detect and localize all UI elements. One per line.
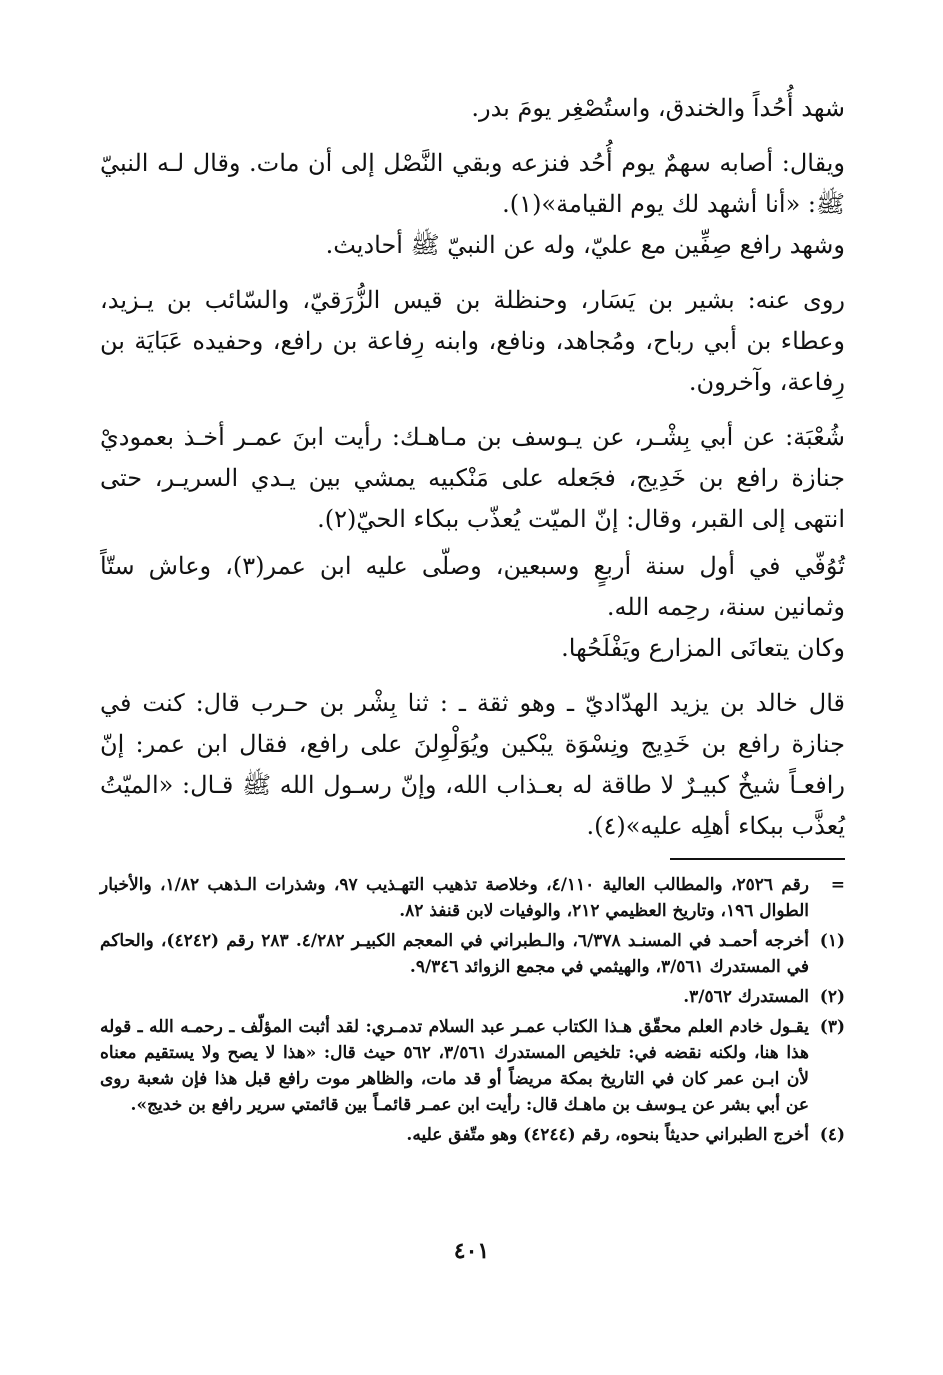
footnote-1 bbox=[100, 928, 845, 980]
paragraph-death: تُوُفّي في أول سنة أربعٍ وسبعين، وصلّى عليه ابن عمر(٣)، وعاش ستّاً وثمانين سنة، رحِمه الله. bbox=[100, 552, 845, 621]
footnote-mark: (٢) bbox=[819, 987, 845, 1007]
paragraph-funeral-narration: قال خالد بن يزيد الهدّاديّ ـ وهو ثقة ـ : ثنا بِشْر بن حـرب قال: كنت في جنازة رافع بن خَدِيج ونِسْوَة يبْكين ويُوَلْوِلنَ على رافع، فقال ابن عمر: إنّ رافعـاً شيخٌ كبيـرٌ لا طاقة له بعـذاب الله، وإنّ رسـول الله ﷺ قـال: «الميّتُ يُعذَّب ببكاء أهلِه عليه»(٤). bbox=[100, 689, 845, 840]
paragraph-narrators: روى عنه: بشير بن يَسَار، وحنظلة بن قيس الزُّرَقيّ، والسّائب بن يـزيد، وعطاء بن أبي رباح، ومُجاهد، ونافع، وابنه رِفاعة بن رافع، وحفيده عَبَايَة بن رِفاعة، وآخرون. bbox=[100, 286, 845, 396]
footnote-text: المستدرك ٣/٥٦٢. bbox=[683, 987, 809, 1007]
paragraph-farming: وكان يتعانَى المزارع ويَفْلَحُها. bbox=[561, 634, 845, 662]
paragraph-arrow-wound: ويقال: أصابه سهمٌ يوم أُحُد فنزعه وبقي النَّصْل إلى أن مات. وقال لـه النبيّ ﷺ: «أنا أشهد لك يوم القيامة»(١). bbox=[100, 149, 845, 218]
footnote-text: رقم ٢٥٢٦، والمطالب العالية ٤/١١٠، وخلاصة تذهيب التهـذيب ٩٧، وشذرات الـذهب ١/٨٢، والأخبار الطوال ١٩٦، وتاريخ العظيمي ٢١٢، والوفيات لابن قنفذ ٨٢. bbox=[100, 875, 809, 921]
footnote-text: يقـول خادم العلم محقّق هـذا الكتاب عمـر عبد السلام تدمـري: لقد أثبت المؤلّف ـ رحمـه الله ـ قوله هذا هنا، ولكنه نقضه في: تلخيص المستدرك ٣/٥٦١، ٥٦٢ حيث قال: «هذا لا يصح ولا يستقيم معناه لأن ابـن عمر كان في التاريخ بمكة مريضاً أو قد مات، والظاهر موت رافع قبل هذا فإن شعبة روى عن أبي بشر عن يـوسف بن ماهـك قال: رأيت ابن عمـر قائمـاً بين قائمتي سرير رافع بن خديج». bbox=[100, 1017, 810, 1115]
footnote-3 bbox=[100, 1014, 845, 1118]
footnote-mark: (١) bbox=[819, 931, 845, 951]
paragraph-shuba-narration: شُعْبَة: عن أبي بِشْـر، عن يـوسف بن مـاهـك: رأيت ابنَ عمـر أخـذ بعموديْ جنازة رافع بن خَدِيج، فجَعله على مَنْكبيه يمشي بين يـدي السريـر، حتى انتهى إلى القبر، وقال: إنّ الميّت يُعذّب ببكاء الحيّ(٢). bbox=[100, 423, 845, 533]
footnote-text: أخرجه أحمـد في المسنـد ٦/٣٧٨، والـطبراني في المعجم الكبيـر ٤/٢٨٢. ٢٨٣ رقم (٤٢٤٢)، والحاكم في المستدرك ٣/٥٦١، والهيثمي في مجمع الزوائد ٩/٣٤٦. bbox=[100, 931, 809, 977]
paragraph-badr: شهد أُحُداً والخندق، واستُصْغِر يومَ بدر. bbox=[471, 94, 845, 122]
paragraph-siffin: وشهد رافع صِفِّين مع عليّ، وله عن النبيّ ﷺ أحاديث. bbox=[325, 231, 845, 259]
footnote-separator bbox=[670, 858, 845, 860]
main-text-block bbox=[100, 88, 845, 847]
footnote-2 bbox=[100, 984, 845, 1010]
footnote-mark: (٤) bbox=[819, 1125, 845, 1145]
footnote-mark: = bbox=[830, 875, 845, 895]
footnote-continuation bbox=[100, 872, 845, 924]
footnote-4 bbox=[100, 1122, 845, 1148]
page-number: ٤٠١ bbox=[453, 1238, 490, 1264]
footnote-text: أخرج الطبراني حديثاً بنحوه، رقم (٤٢٤٤) وهو متّفق عليه. bbox=[406, 1125, 809, 1145]
footnotes-block bbox=[100, 872, 845, 1152]
footnote-mark: (٣) bbox=[819, 1017, 845, 1037]
